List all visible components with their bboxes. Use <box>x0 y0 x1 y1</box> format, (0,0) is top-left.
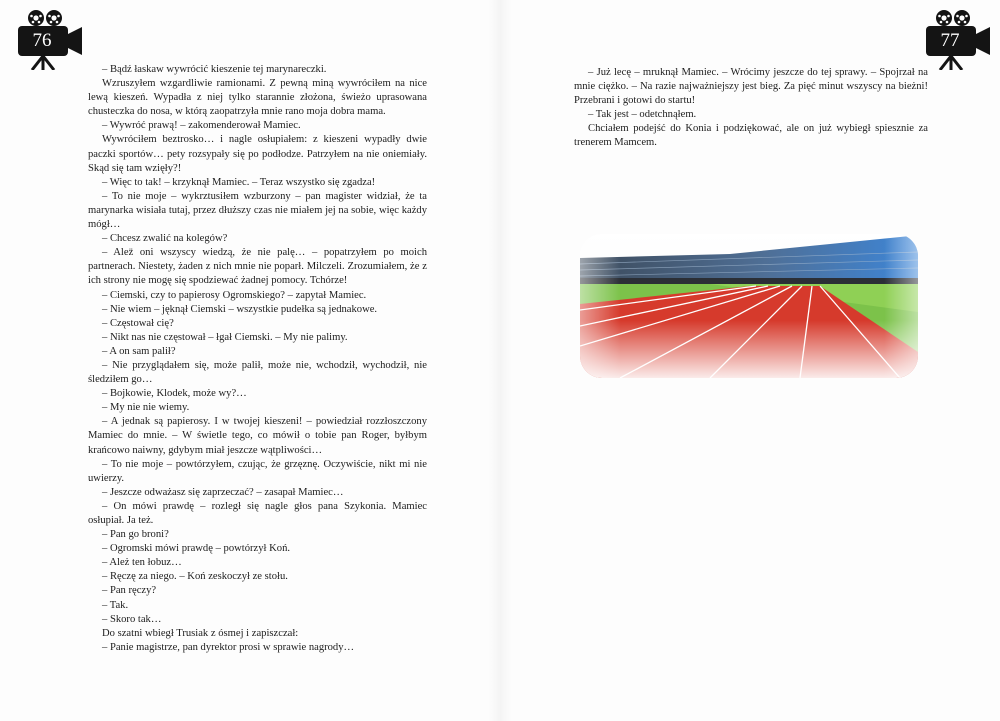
paragraph: – Więc to tak! – krzyknął Mamiec. – Teraz wszystko się zgadza! <box>102 176 376 188</box>
paragraph: – Nikt nas nie częstował – łgał Ciemski. – My nie palimy. <box>102 331 348 343</box>
paragraph: – Tak jest – odetchnąłem. <box>588 109 697 121</box>
paragraph: – Ciemski, czy to papierosy Ogromskiego? – zapytał Mamiec. <box>102 289 367 301</box>
film-camera-icon <box>916 8 994 70</box>
paragraph: – Pan go broni? <box>102 529 169 541</box>
paragraph: Do szatni wbiegł Trusiak z ósmej i zapiszczał: <box>102 627 299 639</box>
paragraph: – To nie moje – wykrztusiłem wzburzony – pan magister widział, że ta marynarka wisiała tutaj, przez dłuższy czas nie miałem jej na sobie, więc każdy mógł… <box>88 190 427 231</box>
paragraph: – Panie magistrze, pan dyrektor prosi w sprawie nagrody… <box>102 641 355 653</box>
paragraph: – A jednak są papierosy. I w twojej kieszeni! – powiedział rozzłoszczony Mamiec do mnie. – W świetle tego, co mówił o tobie pan Roger, byłbym krańcowo naiwny, gdybym miał jeszcze wątpliwości… <box>88 416 427 456</box>
right-page <box>500 0 1000 721</box>
paragraph: – Bojkowie, Klodek, może wy?… <box>102 388 247 400</box>
paragraph: – Wywróć prawą! – zakomenderował Mamiec. <box>102 120 301 132</box>
paragraph: – On mówi prawdę – rozległ się nagle głos pana Szykonia. Mamiec osłupiał. Ja też. <box>88 500 427 526</box>
page-number: 76 <box>32 30 52 51</box>
paragraph: – Chcesz zwalić na kolegów? <box>102 233 228 245</box>
paragraph: – Bądź łaskaw wywrócić kieszenie tej marynareczki. <box>102 64 327 75</box>
paragraph: Wzruszyłem wzgardliwie ramionami. Z pewną miną wywróciłem na nice lewą kieszeń. Wypadła z niej tylko starannie złożona, świeżo uprasowana chusteczka do nosa, w którą zaopatrzyła mnie rano moja dobra mama. <box>88 78 427 118</box>
left-page-text <box>88 63 427 655</box>
stadium-track-image <box>580 234 918 378</box>
paragraph: Chciałem podejść do Konia i podziękować, ale on już wybiegł spiesznie za trenerem Mamcem. <box>574 123 928 149</box>
film-camera-icon <box>8 8 86 70</box>
paragraph: – Skoro tak… <box>102 613 162 625</box>
paragraph: – To nie moje – powtórzyłem, czując, że grzęznę. Oczywiście, nikt mi nie uwierzy. <box>88 458 427 484</box>
page-number: 77 <box>940 30 960 51</box>
paragraph: – Nie wiem – jęknął Ciemski – wszystkie pudełka są jednakowe. <box>102 303 378 315</box>
paragraph: – Nie przyglądałem się, może palił, może nie, wchodził, wychodził, nie śledziłem go… <box>88 359 427 386</box>
stadium-track-illustration <box>580 234 918 378</box>
right-page-text <box>574 66 928 151</box>
paragraph: – Alez̈ oni wszyscy wiedzą, że nie palę… – popatrzyłem po moich partnerach. Niestety, żaden z nich mnie nie poparł. Milczeli. Zrozumiałem, że z ich strony nie mogę się spodziewać żadnej pomocy. Tchórze! <box>88 247 427 287</box>
paragraph: – Ależ ten łobuz… <box>102 557 182 569</box>
paragraph: Wywróciłem beztrosko… i nagle osłupiałem: z kieszeni wypadły dwie paczki sportów… pety rozsypały się po podłodze. Patrzyłem na nie oniemiały. Skąd się tam wzięły?! <box>88 134 427 174</box>
paragraph: – My nie nie wiemy. <box>102 402 190 414</box>
paragraph: – Jeszcze odważasz się zaprzeczać? – zasapał Mamiec… <box>102 486 344 498</box>
paragraph: – Ręczę za niego. – Koń zeskoczył ze stołu. <box>102 571 288 583</box>
paragraph: – Częstował cię? <box>102 317 174 329</box>
paragraph: – A on sam palił? <box>102 345 176 357</box>
paragraph: – Tak. <box>102 599 129 611</box>
paragraph: – Ogromski mówi prawdę – powtórzył Koń. <box>102 543 291 555</box>
paragraph: – Już lecę – mruknął Mamiec. – Wrócimy jeszcze do tej sprawy. – Spojrzał na mnie ciężko. – Na razie najważniejszy jest bieg. Za pięć minut wszyscy na bieżni! Przebrani i gotowi do startu! <box>574 67 928 107</box>
paragraph: – Pan ręczy? <box>102 585 157 597</box>
